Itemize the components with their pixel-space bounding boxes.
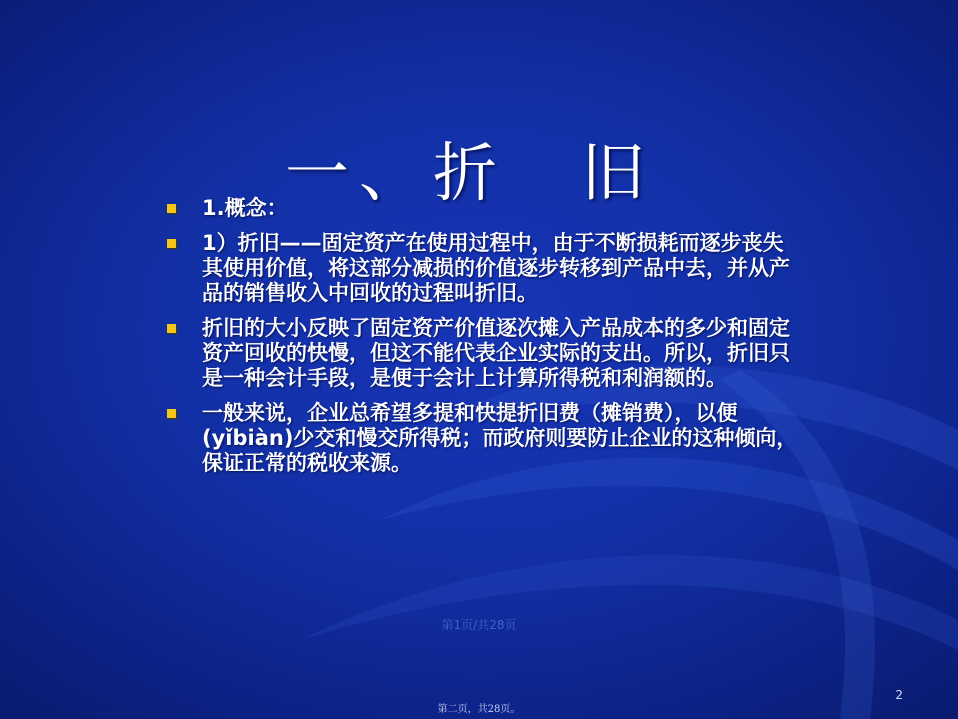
bullet-list bbox=[162, 196, 802, 486]
slide-number: 2 bbox=[895, 688, 903, 702]
bullet-text: 1.概念： bbox=[202, 196, 288, 220]
bullet-square-icon bbox=[167, 204, 176, 213]
bullet-text: 1）折旧——固定资产在使用过程中，由于不断损耗而逐步丧失其使用价值，将这部分减损的价值逐步转移到产品中去，并从产品的销售收入中回收的过程叫折旧。 bbox=[202, 231, 790, 305]
bullet-square-icon bbox=[167, 324, 176, 333]
bottom-footer: 第二页，共28页。 bbox=[437, 704, 521, 715]
bullet-text: 一般来说，企业总希望多提和快提折旧费（摊销费），以便(yǐbiàn)少交和慢交所得税；而政府则要防止企业的这种倾向，保证正常的税收来源。 bbox=[202, 401, 798, 475]
bullet-item-definition bbox=[162, 231, 802, 306]
bullet-item-concept bbox=[162, 196, 802, 221]
bullet-square-icon bbox=[167, 409, 176, 418]
slide-title: 一、折 旧 bbox=[285, 137, 655, 211]
bullet-item-magnitude bbox=[162, 316, 802, 391]
page-indicator: 第1页/共28页 bbox=[441, 618, 517, 632]
bullet-square-icon bbox=[167, 239, 176, 248]
bullet-text: 折旧的大小反映了固定资产价值逐次摊入产品成本的多少和固定资产回收的快慢，但这不能代表企业实际的支出。所以，折旧只是一种会计手段，是便于会计上计算所得税和利润额的。 bbox=[202, 316, 790, 390]
bullet-item-policy bbox=[162, 401, 802, 476]
